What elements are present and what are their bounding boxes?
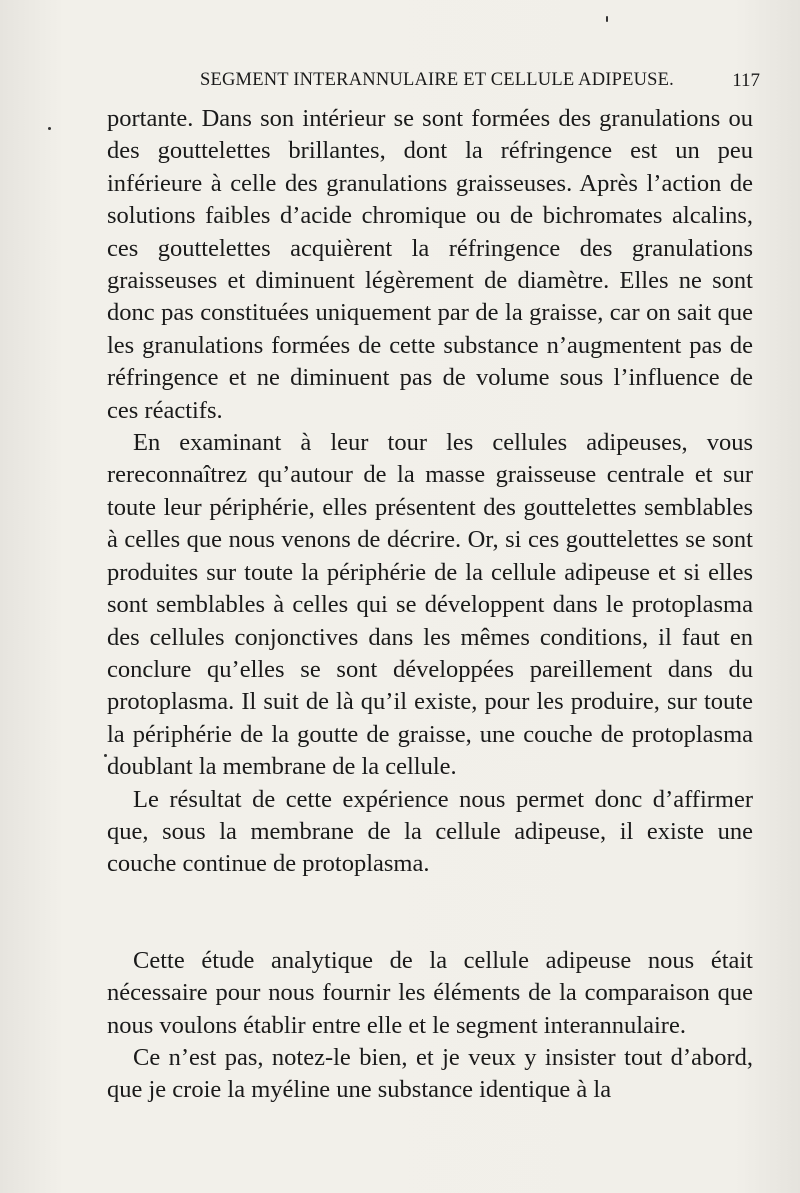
paragraph-continued: portante. Dans son intérieur se sont formées des granulations ou des gouttelettes brillantes, dont la réfringence est un peu inférieure à celle des granulations graisseuses. Après l’action de solutions faibles d’acide chromique ou de bichromates alcalins, ces gouttelettes acquièrent la réfringence des granulations graisseuses et diminuent légèrement de diamètre. Elles ne sont donc pas constituées uniquement par de la graisse, car on sait que les granulations formées de cette substance n’augmentent pas de réfringence et ne diminuent pas de volume sous l’influence de ces réactifs.: [107, 105, 753, 424]
paragraph-myeline: Ce n’est pas, notez-le bien, et je veux y insister tout d’abord, que je croie la myéline une substance identique à la: [107, 1043, 753, 1104]
running-title: SEGMENT INTERANNULAIRE ET CELLULE ADIPEUSE.: [200, 70, 674, 90]
paragraph-etude-analytique: Cette étude analytique de la cellule adipeuse nous était nécessaire pour nous fournir les éléments de la comparaison que nous voulons établir entre elle et le segment interannulaire.: [107, 946, 753, 1039]
margin-speck: [104, 754, 107, 757]
body-text: [107, 103, 753, 1107]
running-head: [110, 70, 760, 100]
margin-speck: [48, 127, 51, 130]
paragraph-cellules-adipeuses: En examinant à leur tour les cellules adipeuses, vous rereconnaîtrez qu’autour de la masse graisseuse centrale et sur toute leur périphérie, elles présentent des gouttelettes semblables à celles que nous venons de décrire. Or, si ces gouttelettes se sont produites sur toute la périphérie de la cellule adipeuse et si elles sont semblables à celles qui se développent dans le protoplasma des cellules conjonctives dans les mêmes conditions, il faut en conclure qu’elles se sont développées pareillement dans du protoplasma. Il suit de là qu’il existe, pour les produire, sur toute la périphérie de la goutte de graisse, une couche de protoplasma doublant la membrane de la cellule.: [107, 429, 753, 781]
page-number: 117: [732, 70, 760, 91]
margin-speck: [606, 16, 608, 22]
paragraph-resultat: Le résultat de cette expérience nous permet donc d’affirmer que, sous la membrane de la cellule adipeuse, il existe une couche continue de protoplasma.: [107, 785, 753, 878]
